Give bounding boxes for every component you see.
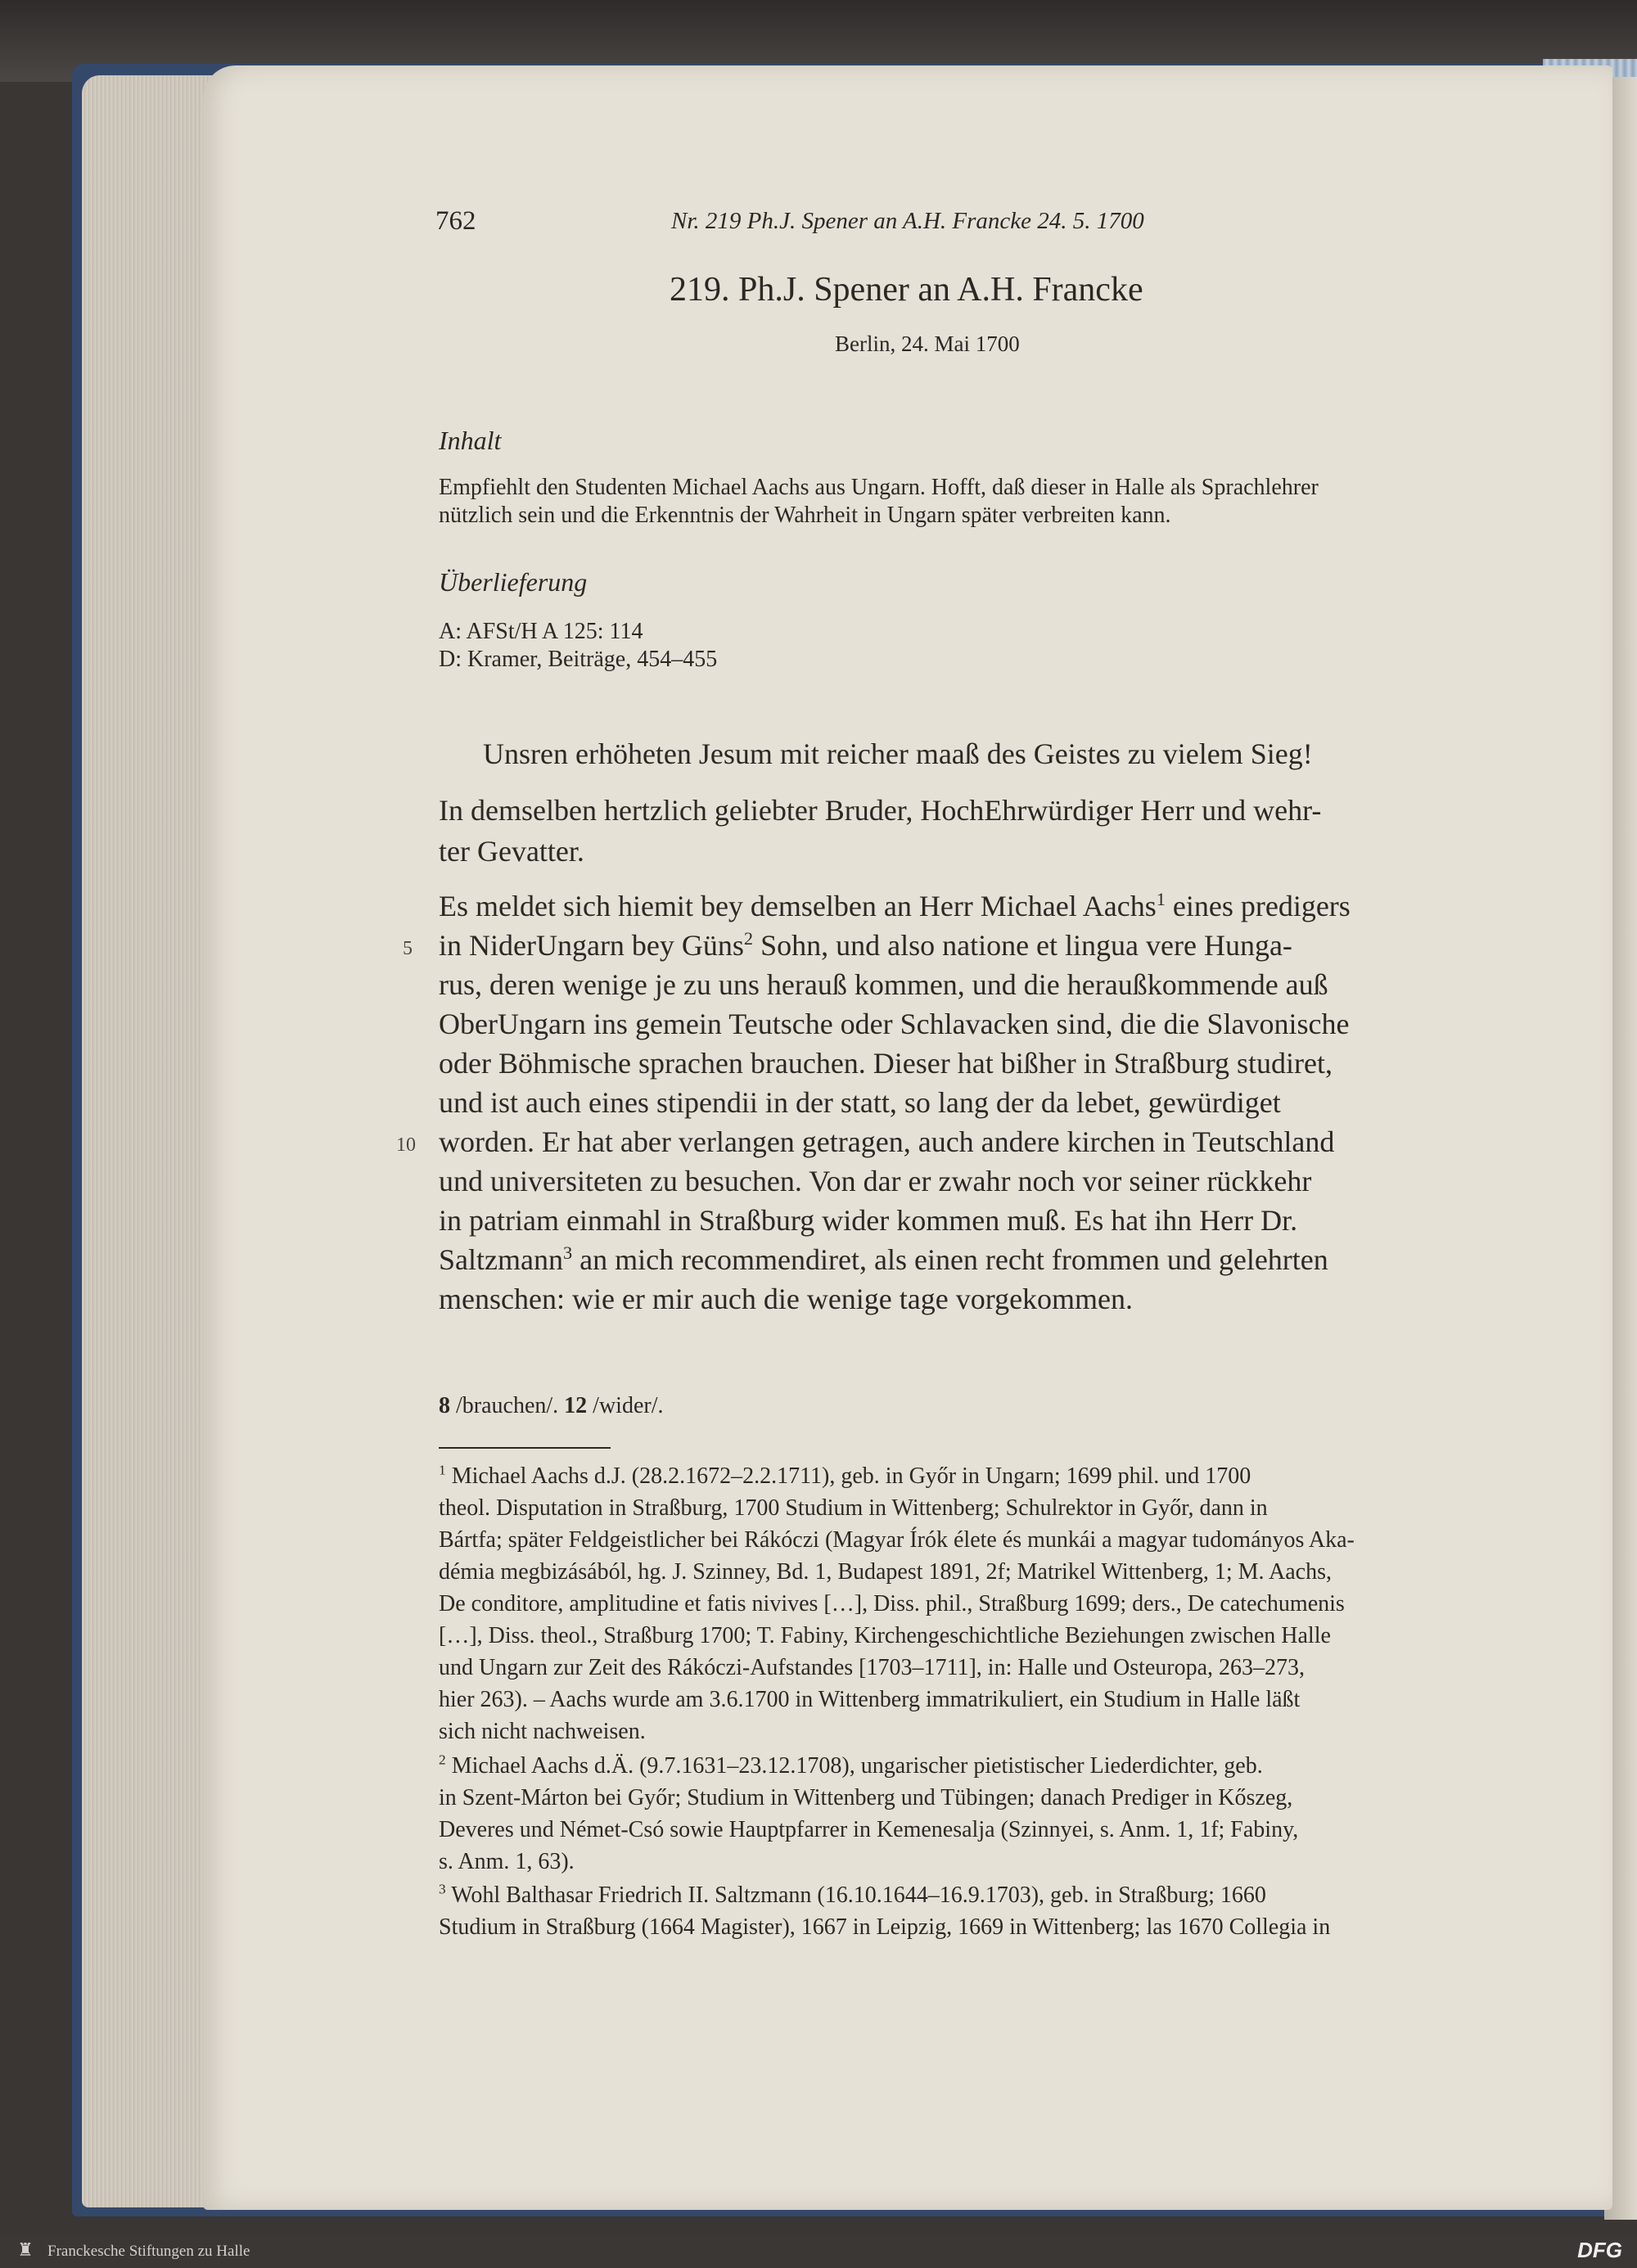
- address-line: In demselben hertzlich geliebter Bruder, HochEhrwürdiger Herr und wehr-: [439, 794, 1322, 827]
- address-line: ter Gevatter.: [439, 835, 584, 868]
- body-line: menschen: wie er mir auch die wenige tage vorgekommen.: [439, 1283, 1134, 1315]
- institution-logo-icon: ♜: [17, 2240, 34, 2261]
- footnote-line: Studium in Straßburg (1664 Magister), 1667 in Leipzig, 1669 in Wittenberg; las 1670 Collegia in: [439, 1914, 1331, 1940]
- inhalt-line: Empfiehlt den Studenten Michael Aachs aus Ungarn. Hofft, daß dieser in Halle als Sprachlehrer: [439, 475, 1319, 500]
- page-number: 762: [435, 206, 476, 236]
- footnote-rule: [439, 1447, 611, 1449]
- body-line: rus, deren wenige je zu uns herauß kommen, und die heraußkommende auß: [439, 968, 1328, 1001]
- footnote-line: De conditore, amplitudine et fatis nivives […], Diss. phil., Straßburg 1699; ders., De catechumenis: [439, 1591, 1345, 1616]
- line-number: 10: [396, 1134, 416, 1156]
- salutation: Unsren erhöheten Jesum mit reicher maaß des Geistes zu vielem Sieg!: [483, 737, 1313, 770]
- footnote-line: theol. Disputation in Straßburg, 1700 Studium in Wittenberg; Schulrektor in Győr, dann in: [439, 1495, 1268, 1521]
- footnote-line: sich nicht nachweisen.: [439, 1719, 646, 1744]
- footnote-line: $^1$ Michael Aachs d.J. (28.2.1672–2.2.1711), geb. in Győr in Ungarn; 1699 phil. und 1700: [439, 1462, 1251, 1489]
- footnote-line: Deveres und Német-Csó sowie Hauptpfarrer in Kemenesalja (Szinnyei, s. Anm. 1, 1f; Fabiny,: [439, 1817, 1299, 1842]
- footnote-line: $^2$ Michael Aachs d.Ä. (9.7.1631–23.12.1708), ungarischer pietistischer Liederdichter, geb.: [439, 1752, 1263, 1779]
- footnote-line: […], Diss. theol., Straßburg 1700; T. Fabiny, Kirchengeschichtliche Beziehungen zwischen Halle: [439, 1623, 1331, 1648]
- footnote-ref[interactable]: 1: [1156, 889, 1166, 909]
- letter-title: 219. Ph.J. Spener an A.H. Francke: [670, 271, 1143, 309]
- institution-name: Franckesche Stiftungen zu Halle: [47, 2243, 250, 2260]
- viewer-footer: [0, 2234, 1637, 2268]
- footnote-line: $^3$ Wohl Balthasar Friedrich II. Saltzmann (16.10.1644–16.9.1703), geb. in Straßburg; 1660: [439, 1881, 1266, 1908]
- inhalt-line: nützlich sein und die Erkenntnis der Wahrheit in Ungarn später verbreiten kann.: [439, 503, 1171, 528]
- body-line: Es meldet sich hiemit bey demselben an Herr Michael Aachs$^1$ eines predigers: [439, 889, 1351, 922]
- footnote-line: démia megbizásából, hg. J. Szinney, Bd. 1, Budapest 1891, 2f; Matrikel Wittenberg, 1; M. Aachs,: [439, 1559, 1332, 1585]
- footnote-line: und Ungarn zur Zeit des Rákóczi-Aufstandes [1703–1711], in: Halle und Osteuropa, 263–273,: [439, 1655, 1306, 1680]
- footnote-line: in Szent-Márton bei Győr; Studium in Wittenberg und Tübingen; danach Prediger in Kőszeg,: [439, 1785, 1293, 1810]
- footnote-line: hier 263). – Aachs wurde am 3.6.1700 in Wittenberg immatrikuliert, ein Studium in Halle läßt: [439, 1687, 1301, 1712]
- inhalt-heading: Inhalt: [439, 426, 502, 455]
- running-title: Nr. 219 Ph.J. Spener an A.H. Francke 24. 5. 1700: [671, 208, 1144, 234]
- ueberlieferung-line: A: AFSt/H A 125: 114: [439, 619, 643, 644]
- ueberlieferung-heading: Überlieferung: [439, 567, 588, 597]
- footnote-ref[interactable]: 3: [562, 1242, 573, 1263]
- dfg-logo: DFG: [1577, 2238, 1622, 2262]
- body-line: und universiteten zu besuchen. Von dar er zwahr noch vor seiner rückkehr: [439, 1165, 1312, 1197]
- footnote-line: Bártfa; später Feldgeistlicher bei Rákóczi (Magyar Írók élete és munkái a magyar tudományos Aka-: [439, 1527, 1355, 1553]
- body-line: oder Böhmische sprachen brauchen. Dieser hat bißher in Straßburg studiret,: [439, 1047, 1333, 1080]
- body-line: in NiderUngarn bey Güns$^2$ Sohn, und also natione et lingua vere Hunga-: [439, 928, 1292, 962]
- text-apparatus: 8 /brauchen/. 12 /wider/.: [439, 1393, 664, 1418]
- body-line: worden. Er hat aber verlangen getragen, auch andere kirchen in Teutschland: [439, 1125, 1335, 1158]
- body-line: und ist auch eines stipendii in der statt, so lang der da lebet, gewürdiget: [439, 1086, 1281, 1119]
- body-line: OberUngarn ins gemein Teutsche oder Schlavacken sind, die die Slavonische: [439, 1008, 1350, 1040]
- body-line: in patriam einmahl in Straßburg wider kommen muß. Es hat ihn Herr Dr.: [439, 1204, 1298, 1237]
- footnote-ref[interactable]: 2: [743, 928, 754, 949]
- footnote-line: s. Anm. 1, 63).: [439, 1849, 575, 1874]
- letter-place-date: Berlin, 24. Mai 1700: [835, 331, 1020, 356]
- body-line: Saltzmann$^3$ an mich recommendiret, als einen recht frommen und gelehrten: [439, 1242, 1328, 1276]
- ueberlieferung-line: D: Kramer, Beiträge, 454–455: [439, 647, 718, 672]
- line-number: 5: [403, 938, 413, 959]
